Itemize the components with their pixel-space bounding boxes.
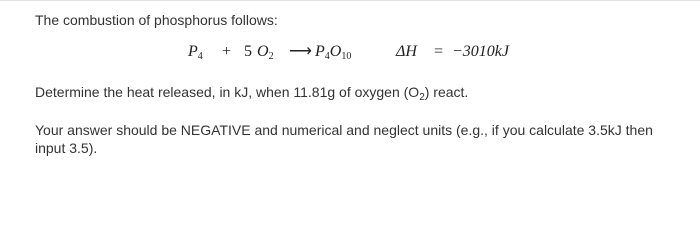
answer-instruction-line2: input 3.5).	[35, 140, 98, 156]
reactant-phosphorus: $P_4$	[188, 43, 203, 62]
plus-sign: +	[222, 43, 232, 60]
enthalpy-value: −3010kJ	[452, 43, 509, 60]
question-intro: The combustion of phosphorus follows:	[35, 12, 278, 28]
product-p4o10: $P_4O_{10}$	[315, 43, 352, 62]
oxygen-coefficient: 5	[244, 43, 252, 60]
enthalpy-symbol: ΔH	[396, 43, 417, 60]
reactant-oxygen: $O_2$	[257, 43, 274, 62]
answer-instruction-line1: Your answer should be NEGATIVE and numerical and neglect units (e.g., if you calculate 3.5kJ then	[35, 122, 653, 138]
question-prompt: Determine the heat released, in kJ, when 11.81g of oxygen $(O_2)$ react.	[35, 84, 469, 103]
reaction-arrow-icon: ⟶	[289, 43, 312, 60]
equals-sign: =	[434, 43, 444, 60]
